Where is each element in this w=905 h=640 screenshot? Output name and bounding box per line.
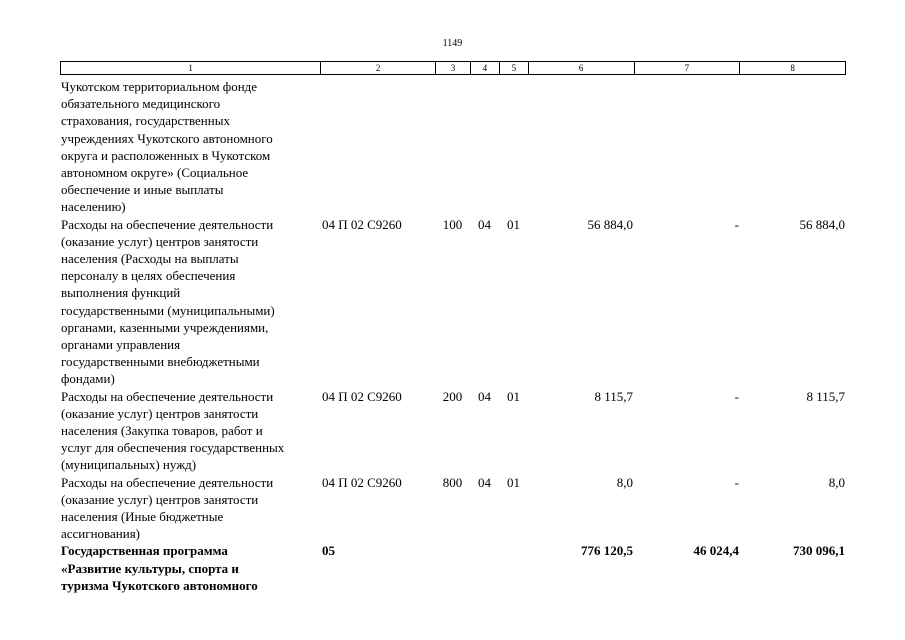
column-header: 4: [470, 62, 499, 74]
row-code: 04 П 02 С9260: [322, 388, 402, 404]
row-code: [320, 78, 435, 216]
row-regional: 730 096,1: [793, 543, 845, 559]
row-subsection: [499, 542, 528, 594]
row-total: 56 884,0: [587, 216, 633, 232]
row-name-line: услуг для обеспечения государственных: [61, 440, 285, 456]
column-header: 8: [739, 62, 845, 74]
page-number: 1149: [442, 38, 463, 49]
row-code: 05: [322, 543, 335, 559]
row-name-line: персоналу в целях обеспечения: [61, 268, 236, 284]
row-name-line: учреждениях Чукотского автономного: [61, 130, 273, 146]
row-section: 04: [478, 216, 491, 232]
row-name-line: фондами): [61, 371, 115, 387]
row-federal: -: [734, 216, 739, 232]
row-section: [470, 78, 499, 216]
row-name-line: населения (Иные бюджетные: [61, 509, 224, 525]
row-expense-type: 800: [442, 474, 463, 490]
row-expense-type: [435, 78, 470, 216]
row-name-line: органами управления: [61, 337, 181, 353]
row-name-line: ассигнования): [61, 526, 141, 542]
row-section: 04: [478, 388, 491, 404]
row-federal: -: [734, 388, 739, 404]
row-regional: 8 115,7: [806, 388, 845, 404]
row-name-line: населения (Расходы на выплаты: [61, 251, 239, 267]
row-name-line: Расходы на обеспечение деятельности: [61, 474, 274, 490]
row-name: [60, 388, 320, 474]
table-row: [60, 388, 846, 474]
table-row: [60, 78, 846, 216]
row-subsection: 01: [507, 474, 520, 490]
row-name-line: Расходы на обеспечение деятельности: [61, 216, 274, 232]
row-expense-type: [435, 542, 470, 594]
row-section: [470, 542, 499, 594]
row-name-line: (оказание услуг) центров занятости: [61, 233, 259, 249]
table-row: [60, 542, 846, 594]
table-body: [60, 78, 846, 594]
row-regional: 8,0: [828, 474, 845, 490]
row-name-line: Чукотском территориальном фонде: [61, 79, 258, 94]
row-subsection: [499, 78, 528, 216]
row-total: 8,0: [616, 474, 633, 490]
column-header: 5: [499, 62, 528, 74]
row-name: [60, 78, 320, 216]
row-name-line: (оказание услуг) центров занятости: [61, 405, 259, 421]
row-name-line: (муниципальных) нужд): [61, 457, 197, 473]
row-name-line: населению): [61, 199, 126, 215]
row-name-line: выполнения функций: [61, 285, 181, 301]
row-subsection: 01: [507, 216, 520, 232]
row-subsection: 01: [507, 388, 520, 404]
row-name: [60, 216, 320, 388]
row-total: 8 115,7: [594, 388, 633, 404]
row-name-line: Государственная программа: [61, 543, 228, 559]
table-row: [60, 474, 846, 543]
row-name-line: населения (Закупка товаров, работ и: [61, 423, 263, 439]
column-header: 2: [320, 62, 435, 74]
row-expense-type: 100: [442, 216, 463, 232]
row-regional: [740, 78, 846, 216]
row-federal: -: [734, 474, 739, 490]
column-header: 7: [634, 62, 740, 74]
row-federal: 46 024,4: [693, 543, 739, 559]
row-name-line: обеспечение и иные выплаты: [61, 182, 224, 198]
row-name-line: государственными внебюджетными: [61, 354, 260, 370]
row-name-line: органами, казенными учреждениями,: [61, 319, 269, 335]
row-code: 04 П 02 С9260: [322, 474, 402, 490]
table-row: [60, 216, 846, 388]
row-total: 776 120,5: [581, 543, 633, 559]
row-name-line: округа и расположенных в Чукотском: [61, 147, 271, 163]
row-section: 04: [478, 474, 491, 490]
column-header: 6: [528, 62, 634, 74]
column-header: 3: [435, 62, 470, 74]
row-name-line: страхования, государственных: [61, 113, 230, 129]
row-name-line: «Развитие культуры, спорта и: [61, 560, 239, 576]
row-total: [528, 78, 634, 216]
row-name-line: автономном округе» (Социальное: [61, 165, 249, 181]
column-header: 1: [188, 63, 193, 73]
row-name-line: туризма Чукотского автономного: [61, 577, 258, 593]
row-name-line: (оказание услуг) центров занятости: [61, 491, 259, 507]
row-name-line: обязательного медицинского: [61, 96, 221, 112]
row-name: [60, 474, 320, 543]
row-expense-type: 200: [442, 388, 463, 404]
row-name-line: государственными (муниципальными): [61, 302, 275, 318]
row-code: 04 П 02 С9260: [322, 216, 402, 232]
table-header: [60, 61, 846, 75]
row-regional: 56 884,0: [799, 216, 845, 232]
row-federal: [634, 78, 740, 216]
row-name: [60, 542, 320, 594]
row-name-line: Расходы на обеспечение деятельности: [61, 388, 274, 404]
